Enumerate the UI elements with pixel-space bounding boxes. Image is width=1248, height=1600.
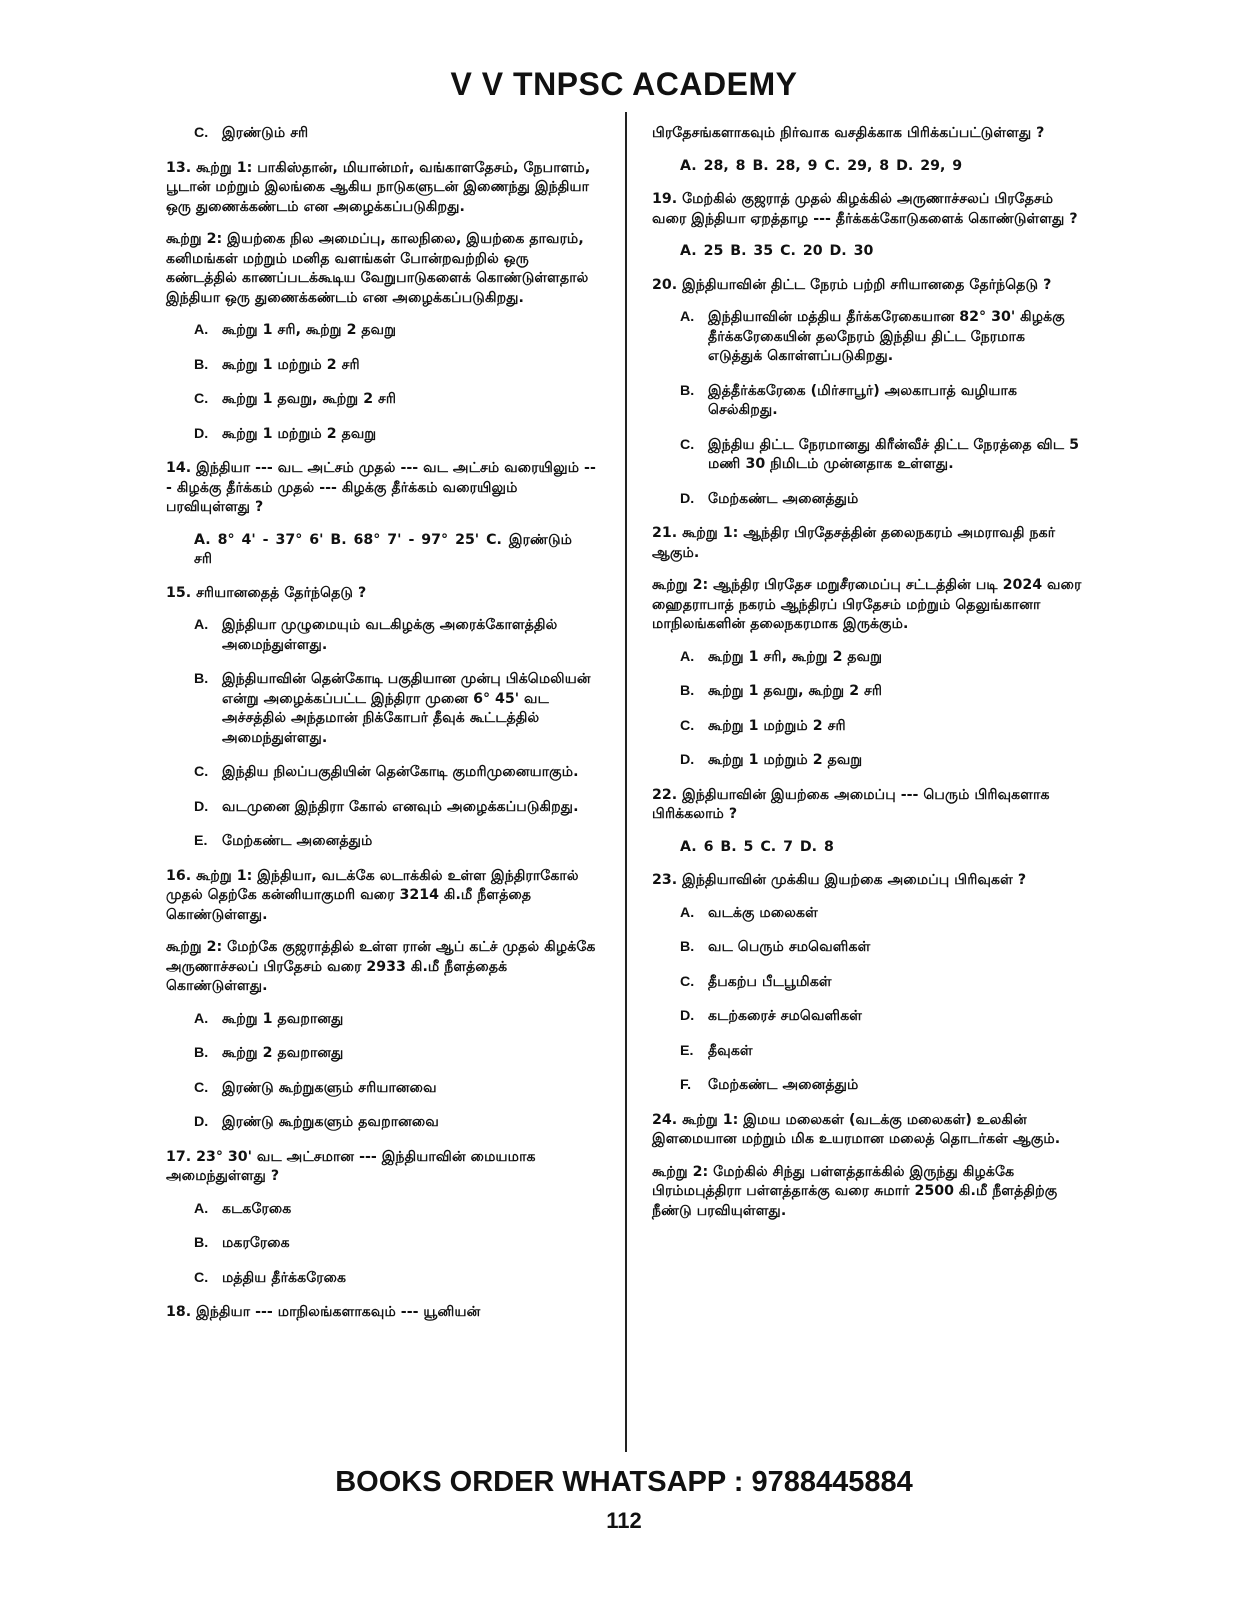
question-20: 20. இந்தியாவின் திட்ட நேரம் பற்றி சரியானதை தேர்ந்தெடு ? xyxy=(652,276,1052,293)
question-23-options xyxy=(652,904,1082,1096)
option: A. கடகரேகை xyxy=(194,1200,292,1217)
option: D. கடற்கரைச் சமவெளிகள் xyxy=(680,1008,863,1024)
option: C. தீபகற்ப பீடபூமிகள் xyxy=(680,973,832,990)
option: C. கூற்று 1 மற்றும் 2 சரி xyxy=(680,717,846,734)
question-16-statement-1: 16. கூற்று 1: இந்தியா, வடக்கே லடாக்கில் உள்ள இந்திராகோல் முதல் தெற்கே கன்னியாகுமரி வரை 3214 கி.மீ நீளத்தை கொண்டுள்ளது. xyxy=(166,867,579,923)
question-13-statement-1: 13. கூற்று 1: பாகிஸ்தான், மியான்மர், வங்காளதேசம், நேபாளம், பூடான் மற்றும் இலங்கை ஆகிய நாடுகளுடன் இணைந்து இந்தியா ஒரு துணைக்கண்டம் என அழைக்கப்படுகிறது. xyxy=(166,159,591,215)
option: B. மகரரேகை xyxy=(194,1235,290,1251)
option: A. இந்தியாவின் மத்திய தீர்க்கரேகையான 82° 30' கிழக்கு தீர்க்கரேகையின் தலநேரம் இந்திய திட்ட நேரமாக எடுத்துக் கொள்ளப்படுகிறது. xyxy=(680,309,1065,364)
option: C. கூற்று 1 தவறு, கூற்று 2 சரி xyxy=(194,391,397,407)
question-13-options xyxy=(166,321,596,444)
option: F. மேற்கண்ட அனைத்தும் xyxy=(680,1077,859,1093)
question-18-start: 18. இந்தியா --- மாநிலங்களாகவும் --- யூனியன் xyxy=(166,1304,481,1320)
question-14-options: A. 8° 4' - 37° 6' B. 68° 7' - 97° 25' C. இரண்டும் சரி xyxy=(194,531,573,567)
right-column xyxy=(652,124,1082,1234)
option: A. கூற்று 1 சரி, கூற்று 2 தவறு xyxy=(194,322,397,338)
question-17-options xyxy=(166,1200,596,1289)
question-14: 14. இந்தியா --- வட அட்சம் முதல் --- வட அட்சம் வரையிலும் --- கிழக்கு தீர்க்கம் முதல் --- கிழக்கு தீர்க்கம் வரையிலும் பரவியுள்ளது ? xyxy=(166,460,596,515)
option: C. இந்திய திட்ட நேரமானது கிரீன்வீச் திட்ட நேரத்தை விட 5 மணி 30 நிமிடம் முன்னதாக உள்ளது. xyxy=(680,436,1079,472)
question-15: 15. சரியானதைத் தேர்ந்தெடு ? xyxy=(166,584,367,601)
question-20-options xyxy=(652,308,1082,509)
footer-order-contact: BOOKS ORDER WHATSAPP : 9788445884 xyxy=(335,1466,913,1498)
option: A. கூற்று 1 சரி, கூற்று 2 தவறு xyxy=(680,648,883,665)
option: A. கூற்று 1 தவறானது xyxy=(194,1010,344,1027)
option: C. இரண்டும் சரி xyxy=(194,125,309,141)
question-18-options: A. 28, 8 B. 28, 9 C. 29, 8 D. 29, 9 xyxy=(680,157,963,174)
question-23: 23. இந்தியாவின் முக்கிய இயற்கை அமைப்பு பிரிவுகள் ? xyxy=(652,872,1027,888)
question-24-statement-2: கூற்று 2: மேற்கில் சிந்து பள்ளத்தாக்கில் இருந்து கிழக்கே பிரம்மபுத்திரா பள்ளத்தாக்கு வரை சுமார் 2500 கி.மீ நீளத்திற்கு நீண்டு பரவியுள்ளது. xyxy=(652,1163,1058,1219)
option: C. இரண்டு கூற்றுகளும் சரியானவை xyxy=(194,1079,437,1096)
option: C. மத்திய தீர்க்கரேகை xyxy=(194,1269,347,1286)
question-21-options xyxy=(652,648,1082,771)
question-19-options: A. 25 B. 35 C. 20 D. 30 xyxy=(680,243,874,259)
question-22-options: A. 6 B. 5 C. 7 D. 8 xyxy=(680,838,834,855)
question-16-statement-2: கூற்று 2: மேற்கே குஜராத்தில் உள்ள ரான் ஆப் கட்ச் முதல் கிழக்கே அருணாச்சலப் பிரதேசம் வரை 2933 கி.மீ நீளத்தைக் கொண்டுள்ளது. xyxy=(166,939,596,994)
option: D. கூற்று 1 மற்றும் 2 தவறு xyxy=(680,752,863,768)
question-18-continued: பிரதேசங்களாகவும் நிர்வாக வசதிக்காக பிரிக்கப்பட்டுள்ளது ? xyxy=(652,125,1045,141)
question-13-statement-2: கூற்று 2: இயற்கை நில அமைப்பு, காலநிலை, இயற்கை தாவரம், கனிமங்கள் மற்றும் மனித வளங்கள் போன்றவற்றில் ஒரு கண்டத்தில் காணப்படக்கூடிய வேறுபாடுகளைக் கொண்டுள்ளதால் இந்தியா ஒரு துணைக்கண்டம் என அழைக்கப்படுகிறது. xyxy=(166,231,589,306)
left-column xyxy=(166,124,596,1336)
question-21-statement-2: கூற்று 2: ஆந்திர பிரதேச மறுசீரமைப்பு சட்டத்தின் படி 2024 வரை ஹைதராபாத் நகரம் ஆந்திரப் பிரதேசம் மற்றும் தெலுங்கானா மாநிலங்களின் தலைநகரமாக இருக்கும். xyxy=(652,577,1082,632)
option: D. வடமுனை இந்திரா கோல் எனவும் அழைக்கப்படுகிறது. xyxy=(194,798,579,815)
option: C. இந்திய நிலப்பகுதியின் தென்கோடி குமரிமுனையாகும். xyxy=(194,764,579,780)
option: A. வடக்கு மலைகள் xyxy=(680,904,818,921)
question-22: 22. இந்தியாவின் இயற்கை அமைப்பு --- பெரும் பிரிவுகளாக பிரிக்கலாம் ? xyxy=(652,786,1050,822)
option: B. கூற்று 1 மற்றும் 2 சரி xyxy=(194,356,360,373)
question-17: 17. 23° 30' வட அட்சமான --- இந்தியாவின் மையமாக அமைந்துள்ளது ? xyxy=(166,1148,536,1184)
column-divider xyxy=(625,112,627,1452)
option: D. மேற்கண்ட அனைத்தும் xyxy=(680,490,859,507)
option: A. இந்தியா முழுமையும் வடகிழக்கு அரைக்கோளத்தில் அமைந்துள்ளது. xyxy=(194,617,558,653)
q12-tail-options xyxy=(166,124,596,144)
question-24-statement-1: 24. கூற்று 1: இமய மலைகள் (வடக்கு மலைகள்) உலகின் இளமையான மற்றும் மிக உயரமான மலைத் தொடர்கள் ஆகும். xyxy=(652,1111,1061,1147)
option: E. மேற்கண்ட அனைத்தும் xyxy=(194,833,373,849)
option: D. கூற்று 1 மற்றும் 2 தவறு xyxy=(194,425,377,442)
option: B. இத்தீர்க்கரேகை (மிர்சாபூர்) அலகாபாத் வழியாக செல்கிறது. xyxy=(680,382,1018,418)
question-21-statement-1: 21. கூற்று 1: ஆந்திர பிரதேசத்தின் தலைநகரம் அமராவதி நகர் ஆகும். xyxy=(652,525,1056,561)
option: B. கூற்று 1 தவறு, கூற்று 2 சரி xyxy=(680,683,883,699)
page-number: 112 xyxy=(606,1508,642,1533)
option: E. தீவுகள் xyxy=(680,1042,753,1059)
option: B. கூற்று 2 தவறானது xyxy=(194,1045,344,1061)
question-19: 19. மேற்கில் குஜராத் முதல் கிழக்கில் அருணாச்சலப் பிரதேசம் வரை இந்தியா ஏறத்தாழ --- தீர்க்கக்கோடுகளைக் கொண்டுள்ளது ? xyxy=(652,191,1078,227)
question-16-options xyxy=(166,1010,596,1133)
option: B. இந்தியாவின் தென்கோடி பகுதியான முன்பு பிக்மெலியன் என்று அழைக்கப்பட்ட இந்திரா முனை 6° 45' வட அச்சத்தில் அந்தமான் நிக்கோபர் தீவுக் கூட்டத்தில் அமைந்துள்ளது. xyxy=(194,671,591,746)
question-15-options xyxy=(166,616,596,852)
page-title: V V TNPSC ACADEMY xyxy=(450,66,798,102)
option: B. வட பெரும் சமவெளிகள் xyxy=(680,939,871,955)
option: D. இரண்டு கூற்றுகளும் தவறானவை xyxy=(194,1114,439,1130)
